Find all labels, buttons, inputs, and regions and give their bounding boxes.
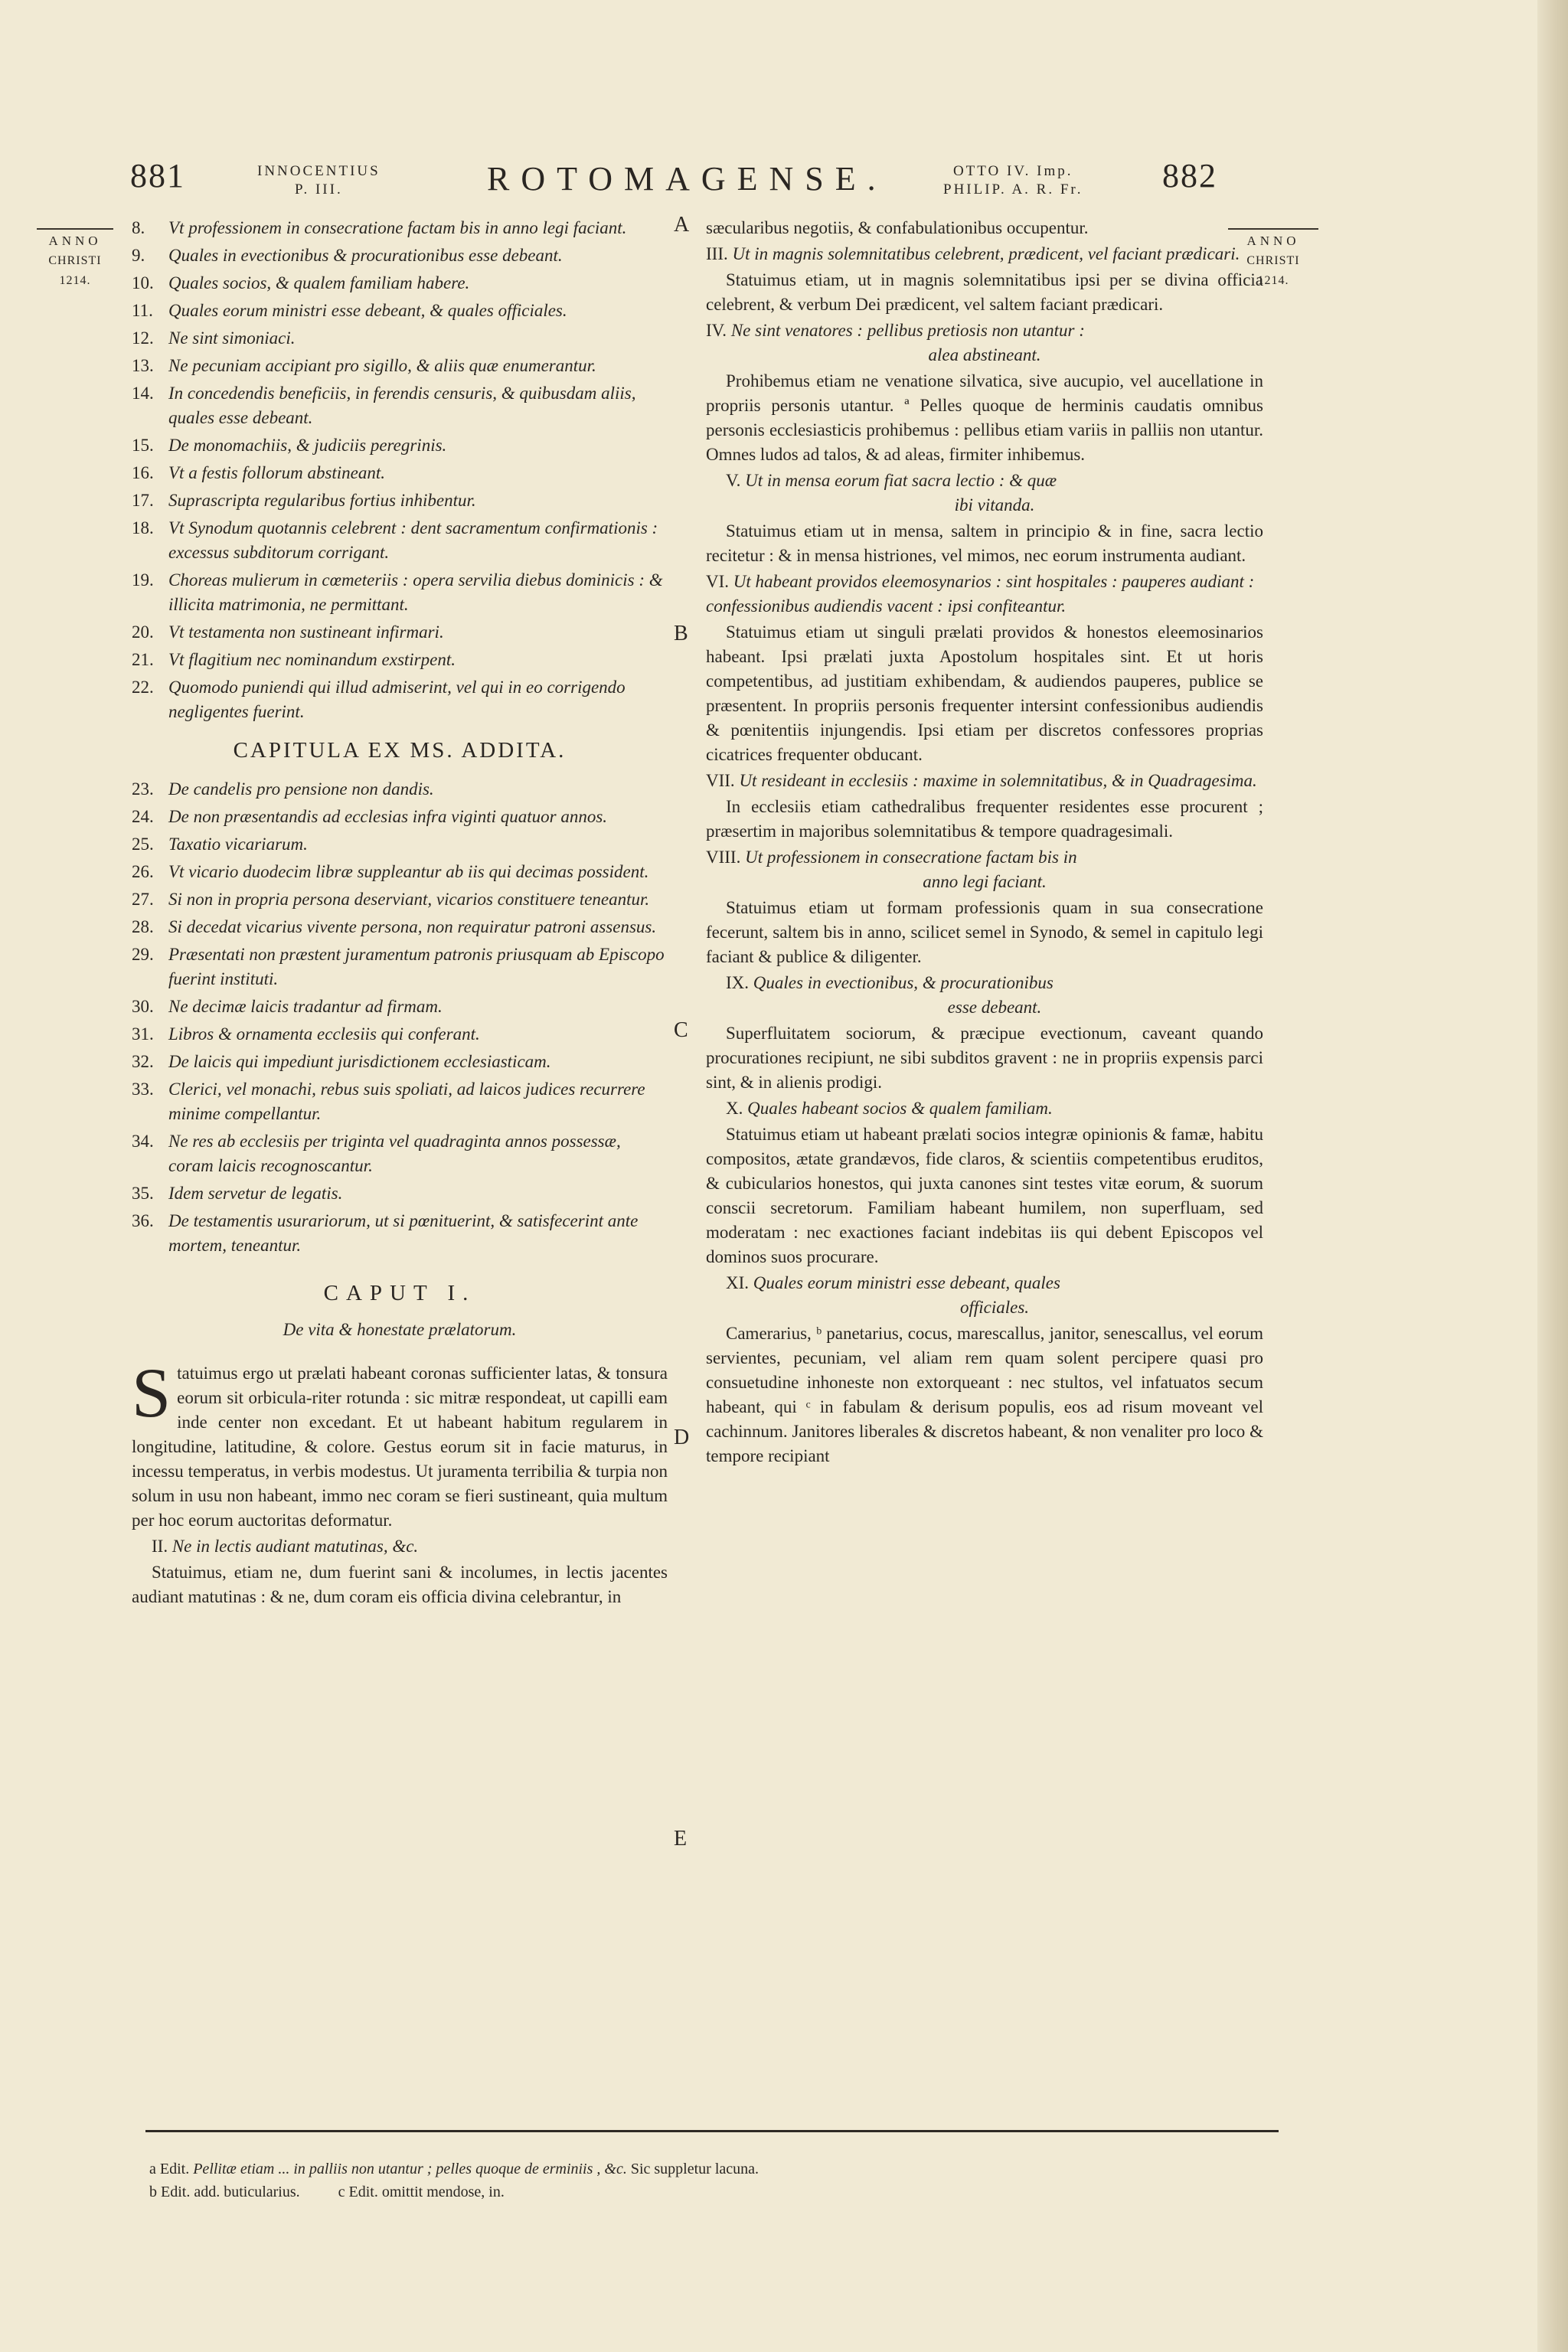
- margin-christi-left: CHRISTI: [48, 254, 102, 267]
- footnote-rule: [145, 2130, 1279, 2132]
- footnote-a: a Edit. Pellitæ etiam ... in palliis non utantur ; pelles quoque de erminiis , &c. Sic suppletur lacuna.: [149, 2161, 760, 2177]
- paragraph-viii: Statuimus etiam ut formam professionis quam in sua consecratione fecerunt, saltem bis in anno, scilicet semel in Synodo, & semel in capitulo legi faciant & publice & diligenter.: [706, 898, 1263, 966]
- list-item: 33. Clerici, vel monachi, rebus suis spoliati, ad laicos judices recurrere minime compellantur.: [132, 1080, 645, 1123]
- right-running-head: [943, 162, 1083, 199]
- heading-x: X. Quales habeant socios & qualem familiam.: [726, 1099, 1053, 1118]
- left-margin-note: [37, 228, 113, 291]
- paragraph-v: Statuimus etiam ut in mensa, saltem in principio & in fine, sacra lectio recitetur : & in mensa histriones, vel mimos, nec eorum instrumenta audiant.: [706, 521, 1263, 565]
- paragraph-vii: In ecclesiis etiam cathedralibus frequenter residentes esse procurent ; præsertim in majoribus solemnitatibus & tempore quadragesimali.: [706, 797, 1263, 841]
- heading-vi: VI. Ut habeant providos eleemosynarios : sint hospitales : pauperes audiant : confessionibus audiendis vacent : ipsi confiteantur.: [706, 572, 1255, 616]
- list-item: 15. De monomachiis, & judiciis peregrinis.: [132, 436, 447, 455]
- page-title: ROTOMAGENSE.: [487, 160, 887, 198]
- list-item: 9. Quales in evectionibus & procurationibus esse debeant.: [132, 246, 563, 265]
- list-item: 14. In concedendis beneficiis, in ferendis censuris, & quibusdam aliis, quales esse debeant.: [132, 384, 636, 427]
- list-item: 36. De testamentis usurariorum, ut si pœnituerint, & satisfecerint ante mortem, teneantur.: [132, 1211, 639, 1255]
- chapter-list-a: [132, 216, 668, 724]
- right-running-line-2: PHILIP. A. R. Fr.: [943, 181, 1083, 198]
- list-item: 11. Quales eorum ministri esse debeant, & quales officiales.: [132, 301, 567, 320]
- right-column: [706, 216, 1263, 1468]
- list-item: 12. Ne sint simoniaci.: [132, 328, 296, 348]
- paragraph-ix: Superfluitatem sociorum, & præcipue evectionum, caveant quando procurationes recipiunt, ne sibi subditos gravent : ne in propriis expensis parci sint, & in alienis prodigi.: [706, 1024, 1263, 1092]
- capitula-title: CAPITULA EX MS. ADDITA.: [233, 738, 567, 763]
- left-running-line-1: INNOCENTIUS: [257, 163, 381, 179]
- list-item: 16. Vt a festis follorum abstineant.: [132, 463, 386, 482]
- footnote-b-c: [149, 2180, 1282, 2203]
- paragraph-xi: Camerarius, ᵇ panetarius, cocus, marescallus, janitor, senescallus, vel eorum servientes, pecuniam, vel aliam rem quam solent percipere quasi pro consuetudine inhoneste non extorqueant : nec stultos, vel infatuatos secum habeant, qui ᶜ in fabulam & derisum populis, eos ad risum moveant vel cachinnum. Janitores liberales & discretos habeant, & non venaliter pro loco & tempore recipiant: [706, 1324, 1263, 1465]
- heading-xi: XI. Quales eorum ministri esse debeant, quales officiales.: [726, 1273, 1060, 1317]
- list-item: 23. De candelis pro pensione non dandis.: [132, 779, 434, 799]
- paragraph-caput-1: Statuimus ergo ut prælati habeant coronas sufficienter latas, & tonsura eorum sit orbicula-riter rotunda : sic mitræ respondeat, ut capilli eam inde center non excedant. Et ut habeant habitum regularem in longitudine, latitudine, & colore. Gestus eorum sit in facie maturus, in incessu temperatus, in verbis modestus. Ut juramenta terribilia & turpia non solum in usu non habeant, immo nec coram se fieri sustineant, quia multum per hoc eorum auctoritas deformatur.: [132, 1354, 668, 1530]
- right-page-number: 882: [1162, 157, 1217, 194]
- paragraph-iii: Statuimus etiam, ut in magnis solemnitatibus ipsi per se divina officia celebrent, & verbum Dei prædicent, vel saltem faciant prædicari.: [706, 270, 1263, 314]
- section-letter-b: B: [674, 622, 688, 645]
- right-running-line-1: OTTO IV. Imp.: [952, 163, 1073, 179]
- footnote-c: c Edit. omittit mendose, in.: [338, 2184, 505, 2200]
- heading-iv: IV. Ne sint venatores : pellibus pretiosis non utantur : alea abstineant.: [706, 321, 1085, 364]
- section-letter-e: E: [674, 1827, 688, 1851]
- paragraph-vi: Statuimus etiam ut singuli prælati providos & honestos eleemosinarios habeant. Ipsi prælati juxta Apostolum hospitales sint. Et ut horis competentibus, ad justitiam exhibendam, & audiendos pauperes, publice se præsentent. In propriis personis frequenter intersint confessionibus audiendis & pœnitentiis injungendis. Ipsi etiam per discretos confessores proprias cicatrices frequenter obducant.: [706, 622, 1263, 764]
- margin-christi-right: CHRISTI: [1246, 254, 1300, 267]
- list-item: 27. Si non in propria persona deserviant, vicarios constituere teneantur.: [132, 890, 650, 909]
- page-edge: [1537, 0, 1568, 2352]
- list-item: 29. Præsentati non præstent juramentum patronis priusquam ab Episcopo fuerint instituti.: [132, 945, 665, 988]
- paragraph-x: Statuimus etiam ut habeant prælati socios integræ opinionis & famæ, habitu compositos, ætate grandævos, fide claros, & scientiis competentibus eruditos, & cubicularios honestos, qui juxta canones sint testes vitæ eorum, & suorum conscii secretorum. Familiam habeant humilem, non superfluam, sed moderatam : nec exactiones faciant indebitas iis qui debent Episcopos vel dominos suos procurare.: [706, 1125, 1263, 1266]
- list-item: 19. Choreas mulierum in cœmeteriis : opera servilia diebus dominicis : & illicita matrimonia, ne permittant.: [132, 570, 663, 614]
- margin-year-right: 1214.: [1257, 274, 1289, 287]
- chapter-list-b: [132, 777, 668, 1258]
- paragraph-iv: Prohibemus etiam ne venatione silvatica, sive aucupio, vel aucellatione in propriis personis utantur. ª Pelles quoque de herminis caudatis omnibus personis ecclesiasticis prohibemus : pellibus etiam variis in palliis non utantur. Omnes ludos ad talos, & ad aleas, firmiter inhibemus.: [706, 371, 1263, 464]
- section-letter-c: C: [674, 1018, 688, 1042]
- section-letter-d: D: [674, 1426, 690, 1449]
- left-running-head: [257, 162, 381, 199]
- list-item: 22. Quomodo puniendi qui illud admiserint, vel qui in eo corrigendo negligentes fuerint.: [132, 678, 626, 721]
- left-column: [132, 216, 668, 1609]
- list-item: 26. Vt vicario duodecim libræ suppleantur ab iis qui decimas possident.: [132, 862, 649, 881]
- left-page-number: 881: [130, 157, 185, 194]
- paragraph-ii: Statuimus, etiam ne, dum fuerint sani & incolumes, in lectis jacentes audiant matutinas : & ne, dum coram eis officia divina celebrantur, in: [132, 1563, 668, 1606]
- list-item: 10. Quales socios, & qualem familiam habere.: [132, 273, 470, 292]
- list-item: 32. De laicis qui impediunt jurisdictionem ecclesiasticam.: [132, 1052, 551, 1071]
- margin-year-left: 1214.: [59, 274, 91, 287]
- footnotes: [149, 2158, 1282, 2203]
- list-item: 28. Si decedat vicarius vivente persona, non requiratur patroni assensus.: [132, 917, 657, 936]
- list-item: 17. Suprascripta regularibus fortius inhibentur.: [132, 491, 476, 510]
- heading-viii: VIII. Ut professionem in consecratione factam bis in anno legi faciant.: [706, 848, 1077, 891]
- margin-anno-left: ANNO: [37, 228, 113, 251]
- left-running-line-2: P. III.: [295, 181, 343, 198]
- caput-subtitle: De vita & honestate prælatorum.: [283, 1320, 517, 1339]
- heading-ii: II. Ne in lectis audiant matutinas, &c.: [152, 1537, 419, 1556]
- list-item: 21. Vt flagitium nec nominandum exstirpent.: [132, 650, 456, 669]
- margin-anno-right: ANNO: [1228, 228, 1318, 251]
- list-item: 18. Vt Synodum quotannis celebrent : dent sacramentum confirmationis : excessus subditorum corrigant.: [132, 518, 658, 562]
- list-item: 31. Libros & ornamenta ecclesiis qui conferant.: [132, 1024, 480, 1044]
- heading-iii: III. Ut in magnis solemnitatibus celebrent, prædicent, vel faciant prædicari.: [706, 244, 1240, 263]
- paragraph-continued: sæcularibus negotiis, & confabulationibus occupentur.: [706, 218, 1089, 237]
- list-item: 20. Vt testamenta non sustineant infirmari.: [132, 622, 444, 642]
- list-item: 35. Idem servetur de legatis.: [132, 1184, 343, 1203]
- running-header: [0, 153, 1568, 214]
- section-letter-a: A: [674, 213, 690, 237]
- list-item: 34. Ne res ab ecclesiis per triginta vel quadraginta annos possessæ, coram laicis recognoscantur.: [132, 1132, 621, 1175]
- footnote-b: b Edit. add. buticularius.: [149, 2184, 300, 2200]
- list-item: 24. De non præsentandis ad ecclesias infra viginti quatuor annos.: [132, 807, 608, 826]
- list-item: 25. Taxatio vicariarum.: [132, 835, 308, 854]
- list-item: 13. Ne pecuniam accipiant pro sigillo, & aliis quæ enumerantur.: [132, 356, 596, 375]
- list-item: 8. Vt professionem in consecratione factam bis in anno legi faciant.: [132, 218, 627, 237]
- heading-vii: VII. Ut resideant in ecclesiis : maxime in solemnitatibus, & in Quadragesima.: [706, 771, 1257, 790]
- heading-ix: IX. Quales in evectionibus, & procurationibus esse debeant.: [726, 973, 1054, 1017]
- heading-v: V. Ut in mensa eorum fiat sacra lectio : & quæ ibi vitanda.: [726, 471, 1057, 514]
- list-item: 30. Ne decimæ laicis tradantur ad firmam.: [132, 997, 443, 1016]
- caput-title: CAPUT I.: [323, 1281, 476, 1305]
